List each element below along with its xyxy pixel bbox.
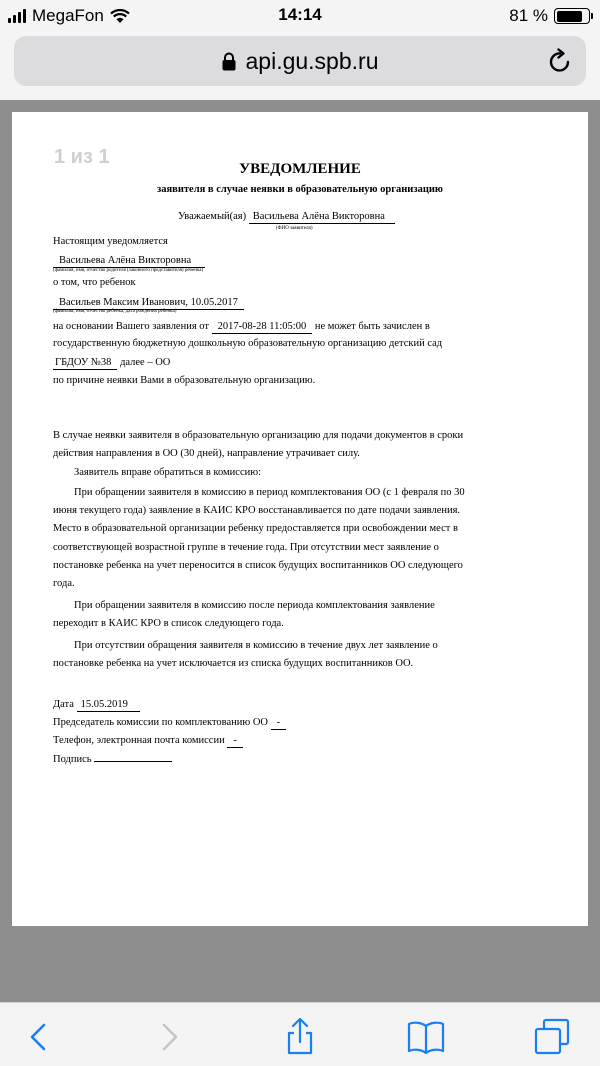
p3-line-3: Место в образовательной организации ребенку предоставляется при освобождении мест в (53, 523, 458, 534)
parent-name: Васильева Алёна Викторовна (53, 254, 205, 268)
address-bar[interactable] (14, 36, 586, 86)
contact-label: Телефон, электронная почта комиссии (53, 735, 225, 746)
p3-line-6: года. (53, 578, 75, 589)
clock: 14:14 (278, 5, 322, 24)
lock-icon (222, 52, 236, 71)
contact-line (53, 734, 243, 748)
status-right (509, 6, 590, 26)
org-line: государственную бюджетную дошкольную образовательную организацию детский сад (53, 338, 443, 349)
basis-line (53, 320, 430, 334)
date-line (53, 698, 140, 712)
org-code-line (53, 356, 170, 370)
signature-label: Подпись (53, 754, 92, 765)
p2-line: Заявитель вправе обратиться в комиссию: (74, 467, 261, 478)
application-date: 2017-08-28 11:05:00 (212, 320, 313, 334)
url-text: api.gu.spb.ru (245, 48, 379, 74)
forward-icon[interactable] (150, 1017, 190, 1057)
chair-value: - (271, 716, 287, 730)
document-title: УВЕДОМЛЕНИЕ (239, 161, 361, 177)
bookmarks-icon[interactable] (406, 1017, 446, 1057)
date-value: 15.05.2019 (77, 698, 140, 712)
date-label: Дата (53, 699, 74, 710)
basis-suffix: не может быть зачислен в (314, 321, 430, 332)
greeting-label: Уважаемый(ая) (178, 211, 247, 222)
bottom-toolbar (0, 1002, 600, 1066)
applicant-name: Васильева Алёна Викторовна (249, 210, 395, 224)
browser-header (0, 32, 600, 100)
carrier-label: MegaFon (32, 6, 104, 25)
address-content (14, 48, 586, 75)
contact-value: - (227, 734, 243, 748)
battery-icon (554, 8, 590, 24)
greeting-line (178, 210, 395, 224)
back-icon[interactable] (20, 1017, 60, 1057)
page-counter: 1 из 1 (54, 146, 110, 168)
tabs-icon[interactable] (532, 1017, 572, 1057)
p1-line-1: В случае неявки заявителя в образовательную организацию для подачи документов в сроки (53, 430, 464, 441)
reason-line: по причине неявки Вами в образовательную организацию. (53, 375, 316, 386)
org-suffix: далее – ОО (120, 357, 171, 368)
p3-line-1: При обращении заявителя в комиссию в период комплектования ОО (с 1 февраля по 30 (74, 487, 465, 498)
basis-prefix: на основании Вашего заявления от (53, 321, 209, 332)
p5-line-1: При отсутствии обращения заявителя в комиссию в течение двух лет заявление о (74, 640, 438, 651)
signature-blank (94, 752, 172, 762)
document-page (12, 112, 588, 926)
child-caption: (фамилия, имя, отчество ребенка, дата рождения ребенка) (53, 309, 177, 314)
status-bar (0, 0, 600, 32)
applicant-caption: (ФИО заявителя) (276, 226, 313, 231)
child-info: Васильев Максим Иванович, 10.05.2017 (53, 296, 244, 310)
child-intro: о том, что ребенок (53, 277, 136, 288)
share-icon[interactable] (280, 1017, 320, 1057)
p3-line-2: июня текущего года) заявление в КАИС КРО восстанавливается по дате подачи заявления. (53, 505, 461, 516)
child-line (53, 296, 244, 310)
chair-label: Председатель комиссии по комплектованию ОО (53, 717, 268, 728)
parent-line (53, 254, 205, 268)
battery-percent: 81 % (509, 6, 548, 25)
signature-line (53, 752, 172, 765)
parent-caption: (фамилия, имя, отчество родителя (законного представителя) ребенка) (53, 268, 204, 273)
org-code: ГБДОУ №38 (53, 356, 117, 370)
notify-line: Настоящим уведомляется (53, 236, 168, 247)
p1-line-2: действия направления в ОО (30 дней), направление утрачивает силу. (53, 448, 360, 459)
p4-line-2: переходит в КАИС КРО в список следующего года. (53, 618, 284, 629)
p5-line-2: постановке ребенка на учет исключается из списка будущих воспитанников ОО. (53, 658, 414, 669)
p4-line-1: При обращении заявителя в комиссию после периода комплектования заявление (74, 600, 435, 611)
reload-icon[interactable] (548, 48, 572, 74)
p3-line-5: постановке ребенка на учет переносится в список будущих воспитанников ОО следующего (53, 560, 463, 571)
battery-fill (557, 11, 582, 22)
document-subtitle: заявителя в случае неявки в образовательную организацию (157, 184, 443, 195)
p3-line-4: соответствующей возрастной группе в течение года. При отсутствии мест заявление о (53, 542, 439, 553)
chair-line (53, 716, 286, 730)
